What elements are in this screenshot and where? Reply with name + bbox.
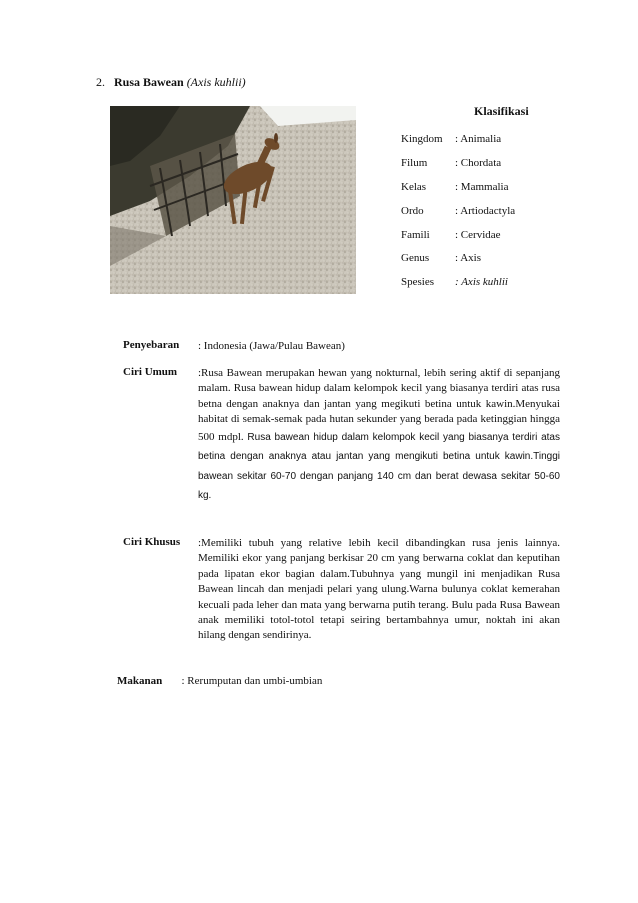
species-latin-name: (Axis kuhlii) xyxy=(186,75,246,89)
klasifikasi-value: : Chordata xyxy=(455,157,502,169)
ciri-umum-label: Ciri Umum xyxy=(123,366,178,378)
makanan-text: : Rerumputan dan umbi-umbian xyxy=(181,675,323,687)
ciri-umum-text-sans: Rusa bawean hidup dalam kelompok kecil yang biasanya terdiri atas betina dengan anaknya atau jantan yang mengikuti betina untuk kawin.Tinggi bawean sekitar 60-70 dengan panjang 140 cm dan berat dewasa sekitar 50-60 kg. xyxy=(198,431,560,502)
klasifikasi-key: Genus xyxy=(401,252,430,264)
ciri-khusus-label: Ciri Khusus xyxy=(123,536,181,548)
klasifikasi-value: : Axis kuhlii xyxy=(455,276,508,288)
klasifikasi-value: : Mammalia xyxy=(455,181,509,193)
ciri-khusus-field xyxy=(123,536,563,671)
klasifikasi-key: Filum xyxy=(401,157,428,169)
klasifikasi-value: : Animalia xyxy=(455,133,502,145)
deer-photo-icon xyxy=(110,106,356,294)
klasifikasi-value: : Cervidae xyxy=(455,229,501,241)
klasifikasi-row-genus xyxy=(401,252,601,268)
klasifikasi-key: Ordo xyxy=(401,205,424,217)
makanan-field xyxy=(117,675,322,687)
ciri-umum-field xyxy=(123,366,563,526)
klasifikasi-key: Kelas xyxy=(401,181,427,193)
section-number: 2. xyxy=(96,75,105,89)
klasifikasi-row-ordo xyxy=(401,205,601,221)
klasifikasi-value: : Axis xyxy=(455,252,481,264)
klasifikasi-row-spesies xyxy=(401,276,601,292)
ciri-umum-text xyxy=(198,366,560,506)
ciri-khusus-text: :Memiliki tubuh yang relative lebih kecil dibandingkan rusa jenis lainnya. Memiliki ekor yang panjang berkisar 20 cm yang berwarna coklat dan keputihan pada lipatan ekor bagian dalam.Tubuhnya yang mungil ini menjadikan Rusa Bawean lincah dan menjadi pelari yang ulung.Warna bulunya coklat kemerahan kecuali pada leher dan mata yang berwarna putih terang. Bulu pada Rusa Bawean anak memiliki totol-totol tetapi seiring bertambahnya umur, noktah ini akan hilang dengan sendirinya. xyxy=(198,537,560,642)
makanan-label: Makanan xyxy=(117,675,163,687)
klasifikasi-key: Spesies xyxy=(401,276,434,288)
deer-photo xyxy=(110,106,356,294)
klasifikasi-row-filum xyxy=(401,157,601,173)
section-heading xyxy=(96,75,246,90)
klasifikasi-title: Klasifikasi xyxy=(474,104,529,118)
klasifikasi-row-kelas xyxy=(401,181,601,197)
penyebaran-label: Penyebaran xyxy=(123,339,180,351)
ciri-umum-text-serif: :Rusa Bawean merupakan hewan yang nokturnal, lebih sering aktif di sepanjang malam. Rusa bawean hidup dalam kelompok kecil yang biasanya terdiri atas rusa betna dengan anaknya dan jantan yang megikuti betina untuk kawin.Menyukai habitat di semak-semak pada hutan sekunder yang berada pada ketinggian hingga 500 mdpl. xyxy=(198,367,560,443)
klasifikasi-key: Kingdom xyxy=(401,133,443,145)
klasifikasi-key: Famili xyxy=(401,229,430,241)
klasifikasi-row-famili xyxy=(401,229,601,245)
penyebaran-text: : Indonesia (Jawa/Pulau Bawean) xyxy=(198,340,345,352)
species-name: Rusa Bawean xyxy=(114,75,184,89)
klasifikasi-row-kingdom xyxy=(401,133,601,149)
klasifikasi-value: : Artiodactyla xyxy=(455,205,516,217)
penyebaran-field xyxy=(123,339,563,355)
